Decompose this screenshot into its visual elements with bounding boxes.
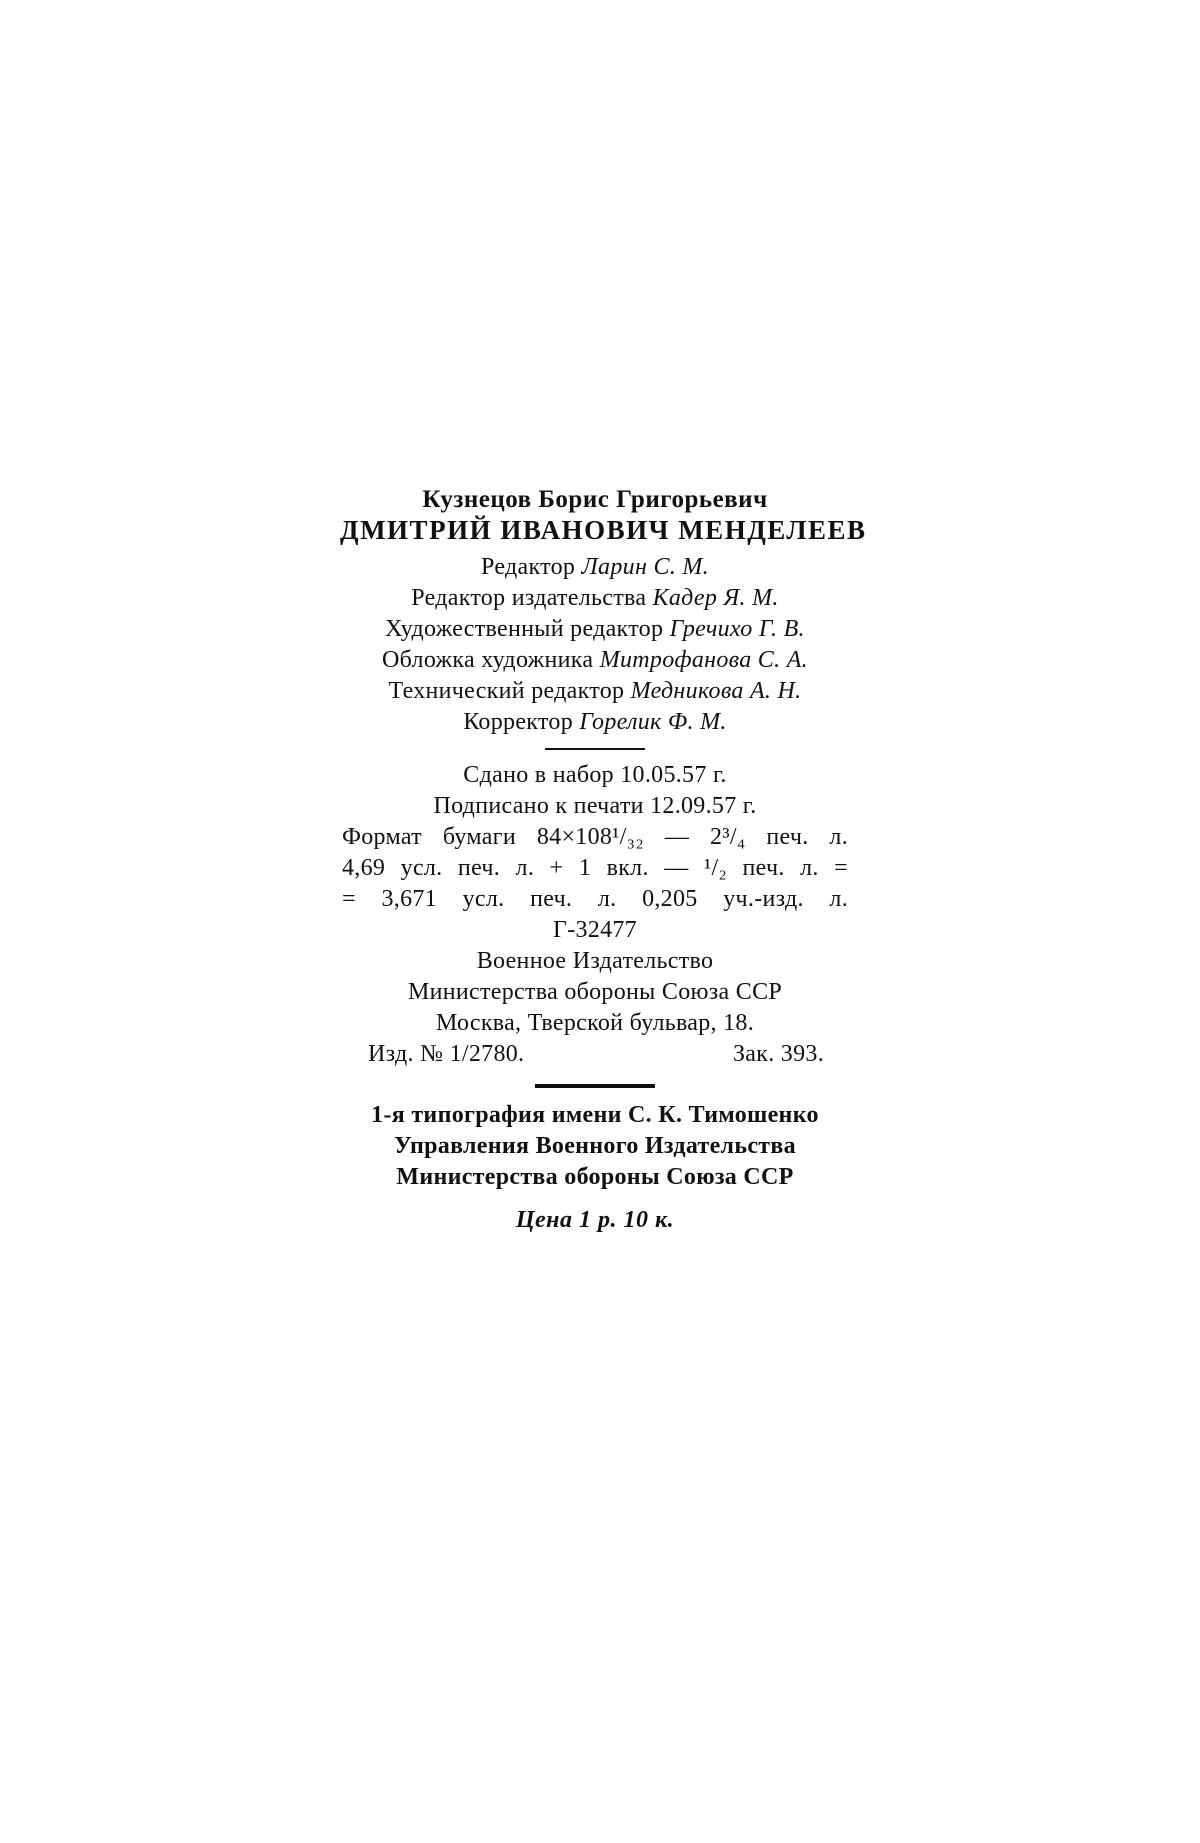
author-name: Кузнецов Борис Григорьевич [422,486,768,513]
credit-person: Ларин С. М. [581,554,709,580]
credit-person: Кадер Я. М. [652,585,779,611]
printer-name: 1-я типография имени С. К. Тимошенко [371,1102,819,1128]
credits-list [340,552,850,738]
book-title: ДМИТРИЙ ИВАНОВИЧ МЕНДЕЛЕЕВ [340,515,867,545]
paper-format-line: Формат бумаги 84×108¹/₃₂ — 2³/₄ печ. л. [342,824,848,850]
print-signed-date: Подписано к печати 12.09.57 г. [433,793,757,819]
credit-person: Митрофанова С. А. [599,647,808,673]
paper-format-line: 4,69 усл. печ. л. + 1 вкл. — ¹/₂ печ. л. = [342,855,848,881]
credit-line [340,614,850,645]
printer-ministry: Министерства обороны Союза ССР [396,1164,794,1190]
credit-person: Гречихо Г. В. [669,616,805,642]
colophon [340,484,867,1236]
credit-line [340,707,850,738]
edition-number: Изд. № 1/2780. [368,1041,525,1067]
credit-person: Медникова А. Н. [630,678,802,704]
typesetting-date: Сдано в набор 10.05.57 г. [463,762,727,788]
credit-role: Обложка художника [382,647,594,673]
credit-line [340,645,850,676]
credit-line [340,676,850,707]
credit-role: Художественный редактор [385,616,664,642]
publisher-address: Москва, Тверской бульвар, 18. [435,1010,755,1036]
paper-format-line: = 3,671 усл. печ. л. 0,205 уч.-изд. л. [342,886,848,912]
credit-person: Горелик Ф. М. [579,709,727,735]
print-info-block [340,760,850,946]
censor-code: Г-32477 [553,917,637,943]
credit-role: Корректор [463,709,573,735]
book-price: Цена 1 р. 10 к. [515,1207,675,1233]
divider-rule-thick [535,1084,655,1088]
credit-role: Технический редактор [388,678,625,704]
credit-role: Редактор [481,554,576,580]
printer-block [340,1100,850,1193]
order-number: Зак. 393. [732,1041,824,1067]
credit-line [340,552,850,583]
publisher-ministry: Министерства обороны Союза ССР [407,979,783,1005]
credit-line [340,583,850,614]
publisher-block [340,946,850,1070]
edition-order-line [340,1039,850,1070]
printer-department: Управления Военного Издательства [394,1133,796,1159]
credit-role: Редактор издательства [411,585,647,611]
publisher-name: Военное Издательство [476,948,714,974]
divider-rule [545,748,645,750]
